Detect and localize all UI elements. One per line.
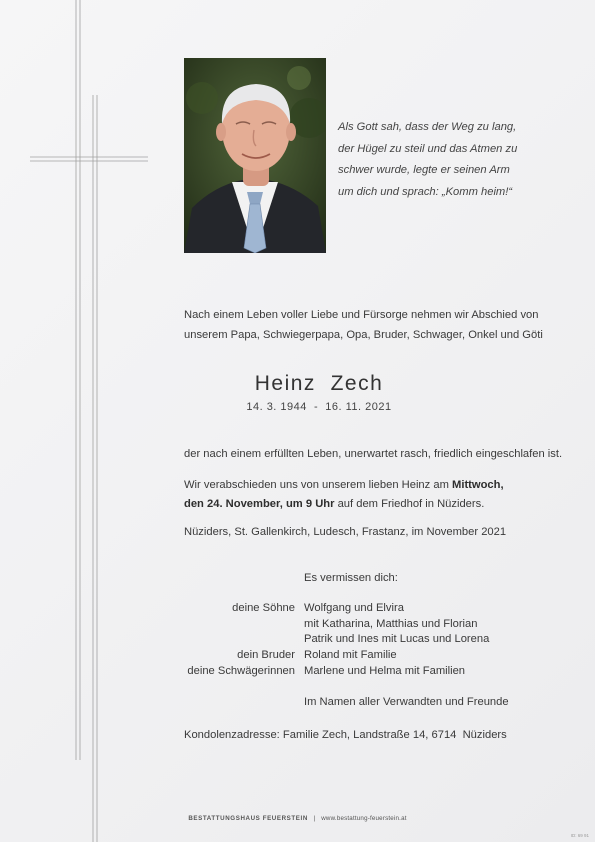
cross-ornament xyxy=(0,0,160,842)
funeral-day: Mittwoch, xyxy=(452,479,504,491)
farewell-intro xyxy=(184,306,574,345)
portrait-illustration xyxy=(184,58,326,253)
mourners-closing: Im Namen aller Verwandten und Freunde xyxy=(304,696,509,708)
mourner-relation: deine Söhne xyxy=(232,602,295,614)
mourners-heading: Es vermissen dich: xyxy=(304,572,398,584)
mourner-names: Patrik und Ines mit Lucas und Lorena xyxy=(304,633,490,645)
quote-line: Als Gott sah, dass der Weg zu lang, xyxy=(338,121,517,133)
portrait-photo xyxy=(184,58,326,253)
mourner-names: Marlene und Helma mit Familien xyxy=(304,665,466,677)
mourner-row xyxy=(0,665,560,681)
mourner-names: mit Katharina, Matthias und Florian xyxy=(304,618,478,630)
condolence-address xyxy=(184,726,579,745)
funeral-date-time: den 24. November, um 9 Uhr xyxy=(184,498,335,510)
place-date xyxy=(184,523,579,542)
intro-line: unserem Papa, Schwiegerpapa, Opa, Bruder, Schwager, Onkel und Göti xyxy=(184,328,543,341)
corner-id-code: ID: 69 91 xyxy=(570,833,589,838)
quote-line: der Hügel zu steil und das Atmen zu xyxy=(338,142,518,155)
mourner-row xyxy=(0,602,560,618)
mourner-relation: deine Schwägerinnen xyxy=(187,665,295,677)
deceased-name: Heinz Zech xyxy=(254,372,384,395)
mourner-row xyxy=(0,618,560,634)
mourner-row xyxy=(0,649,560,665)
life-dates: 14. 3. 1944 - 16. 11. 2021 xyxy=(246,401,392,413)
quote-line: schwer wurde, legte er seinen Arm xyxy=(338,164,510,176)
funeral-notice xyxy=(184,476,579,514)
place-date-line: Nüziders, St. Gallenkirch, Ludesch, Frastanz, im November 2021 xyxy=(184,526,507,538)
mourner-relation: dein Bruder xyxy=(237,649,295,661)
passing-line: der nach einem erfüllten Leben, unerwartet rasch, friedlich eingeschlafen ist. xyxy=(184,448,563,460)
funeral-home-name: BESTATTUNGSHAUS FEUERSTEIN xyxy=(188,815,308,822)
funeral-line-1 xyxy=(184,476,579,495)
funeral-home-website[interactable]: www.bestattung-feuerstein.at xyxy=(321,815,407,822)
intro-line: Nach einem Leben voller Liebe und Fürsorge nehmen wir Abschied von xyxy=(184,309,539,321)
funeral-location: auf dem Friedhof in Nüziders. xyxy=(334,498,485,510)
footer-separator: | xyxy=(313,815,316,822)
mourner-names: Wolfgang und Elvira xyxy=(304,602,404,614)
funeral-line-2 xyxy=(184,495,579,514)
memorial-quote xyxy=(338,117,568,203)
quote-line: um dich und sprach: „Komm heim!“ xyxy=(338,185,513,198)
condolence-line: Kondolenzadresse: Familie Zech, Landstraße 14, 6714 Nüziders xyxy=(184,729,507,741)
mourner-names: Roland mit Familie xyxy=(304,649,397,661)
mourner-row xyxy=(0,633,560,649)
passing-text xyxy=(184,445,579,464)
funeral-text: Wir verabschieden uns von unserem lieben Heinz am xyxy=(184,479,453,491)
footer xyxy=(0,815,595,822)
